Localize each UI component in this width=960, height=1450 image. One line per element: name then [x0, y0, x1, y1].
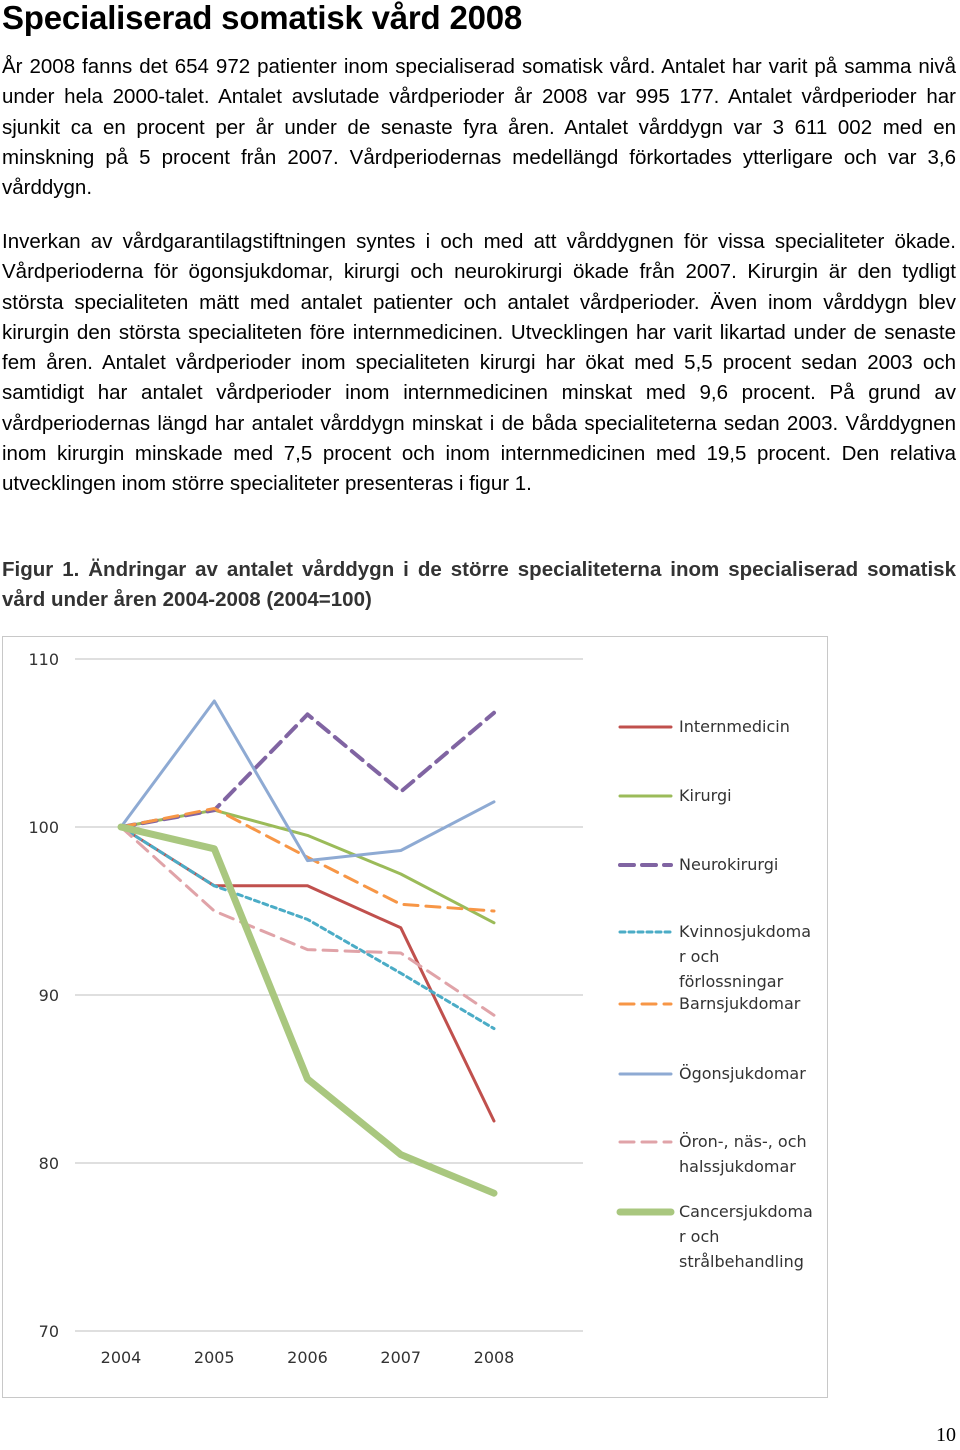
y-tick-label: 100 [28, 818, 59, 837]
legend-label: Öron-, näs-, och [679, 1132, 807, 1151]
page-title: Specialiserad somatisk vård 2008 [2, 0, 523, 36]
y-tick-label: 80 [38, 1154, 59, 1173]
x-tick-label: 2007 [380, 1348, 422, 1367]
legend-label: strålbehandling [679, 1252, 804, 1271]
legend-label: halssjukdomar [679, 1157, 796, 1176]
legend-label: Kirurgi [679, 786, 732, 805]
x-tick-label: 2008 [473, 1348, 515, 1367]
legend-label: Ögonsjukdomar [679, 1064, 806, 1083]
page-number: 10 [936, 1424, 956, 1446]
body-paragraph: År 2008 fanns det 654 972 patienter inom specialiserad somatisk vård. Antalet har varit på samma nivå under hela 2000-talet. Antalet avslutade vårdperioder år 2008 var 995 177. Antalet vårdperioder har sjunkit ca en procent per år under de senaste fyra åren. Antalet vårddygn var 3 611 002 med en minskning på 5 procent från 2007. Vårdperiodernas medellängd förkortades ytterligare och var 3,6 vårddygn. [2, 55, 956, 200]
x-tick-label: 2004 [100, 1348, 142, 1367]
legend-label: r och [679, 947, 720, 966]
legend-label: Barnsjukdomar [679, 994, 801, 1013]
y-tick-label: 110 [28, 650, 59, 669]
legend-label: r och [679, 1227, 720, 1246]
line-chart [3, 637, 827, 1397]
figure-caption: Figur 1. Ändringar av antalet vårddygn i de större specialiteterna inom specialiserad somatisk vård under åren 2004-2008 (2004=100) [2, 558, 956, 612]
legend-label: Internmedicin [679, 717, 790, 736]
chart-container [2, 636, 828, 1398]
y-tick-label: 90 [38, 986, 59, 1005]
body-paragraph: Inverkan av vårdgarantilagstiftningen syntes i och med att vårddygnen för vissa specialiteter ökade. Vårdperioderna för ögonsjukdomar, kirurgi och neurokirurgi ökade från 2007. Kirurgin är den tydligt största specialiteten mätt med antalet patienter och antalet vårdperioder. Även inom vårddygn blev kirurgin den största specialiteten före internmedicinen. Utvecklingen har varit likartad under de senaste fem åren. Antalet vårdperioder inom specialiteten kirurgi har ökat med 5,5 procent sedan 2003 och samtidigt har antalet vårdperioder inom internmedicinen minskat med 9,6 procent. På grund av vårdperiodernas längd har antalet vårddygn minskat i de båda specialiteterna sedan 2003. Vårddygnen inom kirurgin minskade med 7,5 procent och inom internmedicinen med 19,5 procent. Den relativa utvecklingen inom större specialiteter presenteras i figur 1. [2, 230, 956, 496]
legend-label: Cancersjukdoma [679, 1202, 813, 1221]
y-tick-label: 70 [38, 1322, 59, 1341]
x-tick-label: 2005 [193, 1348, 235, 1367]
x-tick-label: 2006 [287, 1348, 328, 1367]
legend-label: förlossningar [679, 972, 784, 991]
legend-label: Kvinnosjukdoma [679, 922, 811, 941]
series-line [121, 827, 494, 1193]
legend-label: Neurokirurgi [679, 855, 779, 874]
series-line [121, 713, 494, 827]
